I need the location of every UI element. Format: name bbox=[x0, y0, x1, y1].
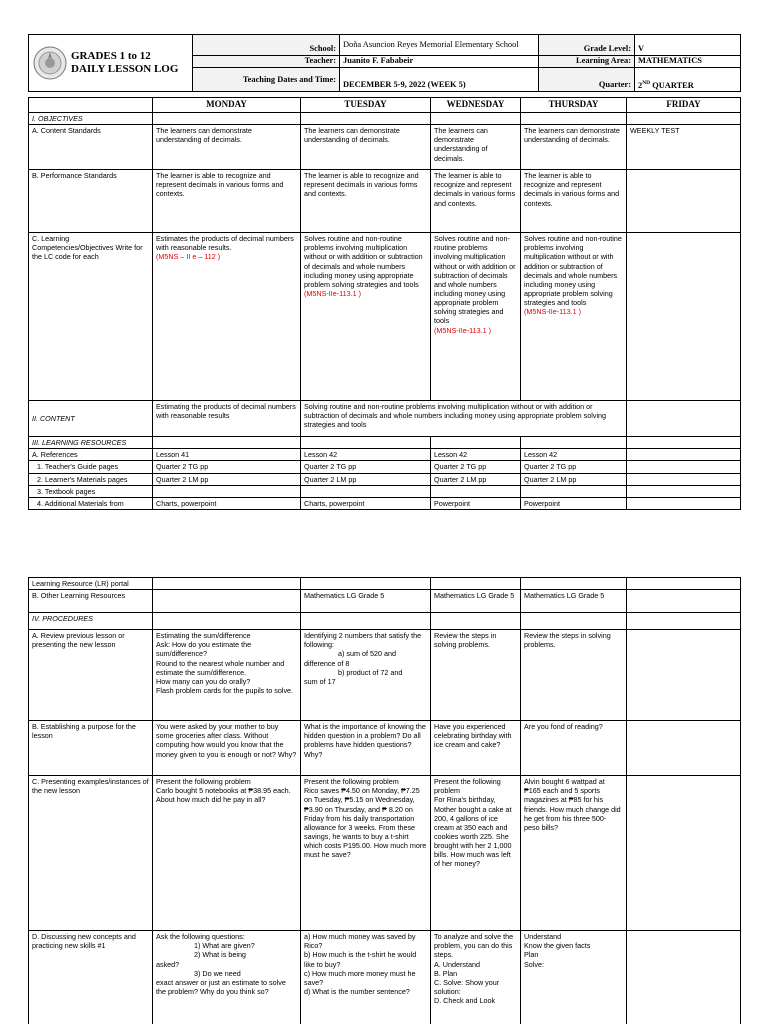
competency-code-mon: (M5NS – II e – 112 ) bbox=[156, 252, 221, 262]
references-mon: Lesson 41 bbox=[153, 449, 301, 461]
competency-wed: Solves routine and non-routine problems involving multiplication without or with addition or subtraction of decimals and whole numbers including money using appropriate problem solving strategies and tools (M5NS-IIe-113.1 ) bbox=[431, 233, 521, 401]
other-wed: Mathematics LG Grade 5 bbox=[431, 590, 521, 613]
other-thu: Mathematics LG Grade 5 bbox=[521, 590, 627, 613]
lm-tue: Quarter 2 LM pp bbox=[301, 473, 431, 485]
content-label: II. CONTENT bbox=[29, 401, 153, 437]
additional-label: 4. Additional Materials from bbox=[29, 497, 153, 509]
procedure-c-label: C. Presenting examples/instances of the new lesson bbox=[29, 776, 153, 931]
procedure-a-wed: Review the steps in solving problems. bbox=[431, 630, 521, 721]
content-mon: Estimating the products of decimal numbers with reasonable results bbox=[153, 401, 301, 437]
procedure-d-thu: Understand Know the given facts Plan Solve: bbox=[521, 931, 627, 1024]
additional-mon: Charts, powerpoint bbox=[153, 497, 301, 509]
competency-thu: Solves routine and non-routine problems involving multiplication without or with addition or subtraction of decimals and whole numbers including money using appropriate problem solving strategies and tools (M5NS-IIe-113.1 ) bbox=[521, 233, 627, 401]
performance-tue: The learner is able to recognize and represent decimals in various forms and contexts. bbox=[301, 170, 431, 233]
day-thursday: THURSDAY bbox=[521, 98, 627, 113]
performance-standards-label: B. Performance Standards bbox=[29, 170, 153, 233]
references-tue: Lesson 42 bbox=[301, 449, 431, 461]
procedure-c-thu: Alvin bought 6 wattpad at ₱165 each and 5 sports magazines at ₱85 for his friends. How much change did he get from his three 500- peso bills? bbox=[521, 776, 627, 931]
procedure-a-label: A. Review previous lesson or presenting the new lesson bbox=[29, 630, 153, 721]
competency-code-wed: (M5NS-IIe-113.1 ) bbox=[434, 325, 491, 335]
performance-wed: The learner is able to recognize and represent decimals in various forms and contexts. bbox=[431, 170, 521, 233]
lm-mon: Quarter 2 LM pp bbox=[153, 473, 301, 485]
tg-tue: Quarter 2 TG pp bbox=[301, 461, 431, 473]
procedure-b-tue: What is the importance of knowing the hidden question in a problem? Do all problems have hidden questions? Why? bbox=[301, 721, 431, 776]
procedure-c-mon: Present the following problem Carlo bought 5 notebooks at ₱38.95 each. About how much did he pay in all? bbox=[153, 776, 301, 931]
textbook-label: 3. Textbook pages bbox=[29, 485, 153, 497]
content-standards-fri: WEEKLY TEST bbox=[627, 125, 741, 170]
lm-wed: Quarter 2 LM pp bbox=[431, 473, 521, 485]
deped-seal-icon bbox=[33, 46, 67, 80]
teacher-label: Teacher: bbox=[193, 56, 340, 68]
procedure-b-label: B. Establishing a purpose for the lesson bbox=[29, 721, 153, 776]
grade-label: Grade Level: bbox=[539, 35, 635, 56]
school-label: School: bbox=[193, 35, 340, 56]
day-monday: MONDAY bbox=[153, 98, 301, 113]
dates-value: DECEMBER 5-9, 2022 (WEEK 5) bbox=[340, 68, 539, 92]
references-wed: Lesson 42 bbox=[431, 449, 521, 461]
lm-label: 2. Learner's Materials pages bbox=[29, 473, 153, 485]
day-friday: FRIDAY bbox=[627, 98, 741, 113]
other-tue: Mathematics LG Grade 5 bbox=[301, 590, 431, 613]
competencies-label: C. Learning Competencies/Objectives Write for the LC code for each bbox=[29, 233, 153, 401]
tg-mon: Quarter 2 TG pp bbox=[153, 461, 301, 473]
quarter-value: 2ND QUARTER bbox=[635, 68, 741, 92]
title-line1: GRADES 1 to 12 bbox=[71, 50, 151, 63]
references-label: A. References bbox=[29, 449, 153, 461]
procedure-a-mon: Estimating the sum/difference Ask: How do you estimate the sum/difference? Round to the nearest whole number and estimate the sum/difference. How many can you do orally? Flash problem cards for the pupils to solve. bbox=[153, 630, 301, 721]
area-value: MATHEMATICS bbox=[635, 56, 741, 68]
objectives-section: I. OBJECTIVES bbox=[29, 113, 153, 125]
content-standards-mon: The learners can demonstrate understanding of decimals. bbox=[153, 125, 301, 170]
procedure-d-label: D. Discussing new concepts and practicing new skills #1 bbox=[29, 931, 153, 1024]
additional-tue: Charts, powerpoint bbox=[301, 497, 431, 509]
competency-tue: Solves routine and non-routine problems involving multiplication without or with addition or subtraction of decimals and whole numbers including money using appropriate problem solving strategies and tools (M5NS-IIe-113.1 ) bbox=[301, 233, 431, 401]
tg-wed: Quarter 2 TG pp bbox=[431, 461, 521, 473]
procedure-d-mon: Ask the following questions: 1) What are given? 2) What is being asked? 3) Do we need exact answer or just an estimate to solve the problem? Why do you think so? bbox=[153, 931, 301, 1024]
content-standards-thu: The learners can demonstrate understanding of decimals. bbox=[521, 125, 627, 170]
day-tuesday: TUESDAY bbox=[301, 98, 431, 113]
lm-thu: Quarter 2 LM pp bbox=[521, 473, 627, 485]
content-standards-tue: The learners can demonstrate understanding of decimals. bbox=[301, 125, 431, 170]
performance-thu: The learner is able to recognize and represent decimals in various forms and contexts. bbox=[521, 170, 627, 233]
other-resources-label: B. Other Learning Resources bbox=[29, 590, 153, 613]
other-mon bbox=[153, 590, 301, 613]
procedure-a-tue: Identifying 2 numbers that satisfy the following: a) sum of 520 and difference of 8 b) product of 72 and sum of 17 bbox=[301, 630, 431, 721]
school-value: Doña Asuncion Reyes Memorial Elementary School bbox=[340, 35, 539, 56]
performance-mon: The learner is able to recognize and represent decimals in various forms and contexts. bbox=[153, 170, 301, 233]
lesson-log-table bbox=[28, 97, 741, 510]
procedure-d-wed: To analyze and solve the problem, you can do this steps. A. Understand B. Plan C. Solve: Show your solution: D. Check and Look bbox=[431, 931, 521, 1024]
dates-label: Teaching Dates and Time: bbox=[193, 68, 340, 92]
title-line2: DAILY LESSON LOG bbox=[71, 63, 179, 75]
procedures-section: IV. PROCEDURES bbox=[29, 613, 153, 630]
tg-label: 1. Teacher's Guide pages bbox=[29, 461, 153, 473]
competency-mon: Estimates the products of decimal numbers with reasonable results. (M5NS – II e – 112 ) bbox=[153, 233, 301, 401]
day-header-row bbox=[29, 98, 741, 113]
procedure-b-thu: Are you fond of reading? bbox=[521, 721, 627, 776]
day-wednesday: WEDNESDAY bbox=[431, 98, 521, 113]
teacher-value: Juanito F. Fababeir bbox=[340, 56, 539, 68]
header-logo-cell bbox=[29, 35, 193, 92]
references-thu: Lesson 42 bbox=[521, 449, 627, 461]
area-label: Learning Area: bbox=[539, 56, 635, 68]
procedure-b-wed: Have you experienced celebrating birthday with ice cream and cake? bbox=[431, 721, 521, 776]
additional-thu: Powerpoint bbox=[521, 497, 627, 509]
grade-value: V bbox=[635, 35, 741, 56]
quarter-label: Quarter: bbox=[539, 68, 635, 92]
procedure-a-thu: Review the steps in solving problems. bbox=[521, 630, 627, 721]
procedure-c-wed: Present the following problem For Rina's birthday, Mother bought a cake at 200, 4 gallons of ice cream at 350 each and cookies worth 225. She brought with her 2 1,000 bills. How much was left of her money? bbox=[431, 776, 521, 931]
content-tue-thu: Solving routine and non-routine problems involving multiplication without or with addition or subtraction of decimals and whole numbers including money using appropriate problem solving strategies and tools bbox=[301, 401, 627, 437]
content-standards-label: A. Content Standards bbox=[29, 125, 153, 170]
learning-resources-section: III. LEARNING RESOURCES bbox=[29, 437, 153, 449]
competency-code-thu: (M5NS-IIe-113.1 ) bbox=[524, 307, 581, 317]
procedure-c-tue: Present the following problem Rico saves ₱4.50 on Monday, ₱7.25 on Tuesday, ₱5.15 on Wednesday, ₱3.90 on Thursday, and ₱ 8.20 on Friday from his daily transportation allowance for 3 weeks. From these savings, he wants to buy a t-shirt which costs P195.00. How much more must he save? bbox=[301, 776, 431, 931]
lr-portal-label: Learning Resource (LR) portal bbox=[29, 578, 153, 590]
tg-thu: Quarter 2 TG pp bbox=[521, 461, 627, 473]
procedure-b-mon: You were asked by your mother to buy some groceries after class. Without computing how would you know that the money given to you is enough or not? Why? bbox=[153, 721, 301, 776]
competency-code-tue: (M5NS-IIe-113.1 ) bbox=[304, 288, 361, 298]
procedure-d-tue: a) How much money was saved by Rico? b) How much is the t-shirt he would like to buy? c) How much more money must he save? d) What is the number sentence? bbox=[301, 931, 431, 1024]
additional-wed: Powerpoint bbox=[431, 497, 521, 509]
content-standards-wed: The learners can demonstrate understanding of decimals. bbox=[431, 125, 521, 170]
lesson-log-table-continued bbox=[28, 577, 741, 1024]
header-table bbox=[28, 34, 741, 92]
